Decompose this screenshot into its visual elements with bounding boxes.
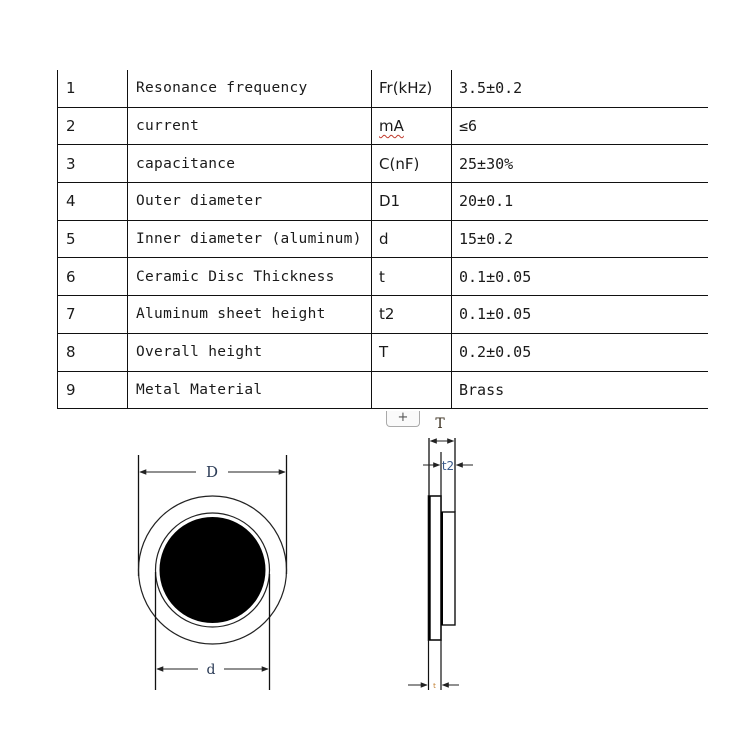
sheet-height-label: t2: [441, 459, 455, 473]
parameter-value: 20±0.1: [451, 183, 708, 220]
parameter-name: Aluminum sheet height: [127, 296, 371, 333]
symbol-text: mA: [379, 117, 404, 136]
symbol-text: C(nF): [379, 154, 420, 173]
parameter-name: Overall height: [127, 334, 371, 371]
parameter-symbol: D1: [371, 183, 451, 220]
parameter-value: 15±0.2: [451, 221, 708, 258]
parameter-name: capacitance: [127, 145, 371, 182]
row-number: 4: [57, 183, 127, 220]
ceramic-disc: [160, 517, 266, 623]
parameter-symbol: Fr(kHz): [371, 70, 451, 107]
ceramic-disc-side: [442, 512, 456, 625]
parameter-name: Inner diameter (aluminum): [127, 221, 371, 258]
parameter-value: 3.5±0.2: [451, 70, 708, 107]
overall-height-label: T: [435, 416, 445, 432]
parameter-symbol: t2: [371, 296, 451, 333]
parameter-value: ≤6: [451, 108, 708, 145]
outer-diameter-label: D: [205, 463, 219, 481]
top-view-diagram: [139, 455, 287, 690]
row-number: 8: [57, 334, 127, 371]
parameter-name: Metal Material: [127, 372, 371, 409]
row-number: 1: [57, 70, 127, 107]
row-number: 2: [57, 108, 127, 145]
parameter-name: Ceramic Disc Thickness: [127, 258, 371, 295]
parameter-value: 0.1±0.05: [451, 258, 708, 295]
parameter-name: current: [127, 108, 371, 145]
inner-diameter-label: d: [206, 662, 216, 678]
parameter-value: Brass: [451, 372, 708, 409]
add-row-button[interactable]: +: [386, 411, 420, 427]
side-view-diagram: [408, 416, 473, 690]
parameter-symbol: T: [371, 334, 451, 371]
parameter-value: 0.2±0.05: [451, 334, 708, 371]
parameter-value: 0.1±0.05: [451, 296, 708, 333]
row-number: 5: [57, 221, 127, 258]
row-number: 6: [57, 258, 127, 295]
disc-thickness-label: t: [433, 682, 436, 690]
parameter-value: 25±30%: [451, 145, 708, 182]
parameter-name: Resonance frequency: [127, 70, 371, 107]
parameter-symbol: t: [371, 258, 451, 295]
parameter-name: Outer diameter: [127, 183, 371, 220]
row-number: 9: [57, 372, 127, 409]
parameter-symbol: d: [371, 221, 451, 258]
row-number: 7: [57, 296, 127, 333]
row-number: 3: [57, 145, 127, 182]
